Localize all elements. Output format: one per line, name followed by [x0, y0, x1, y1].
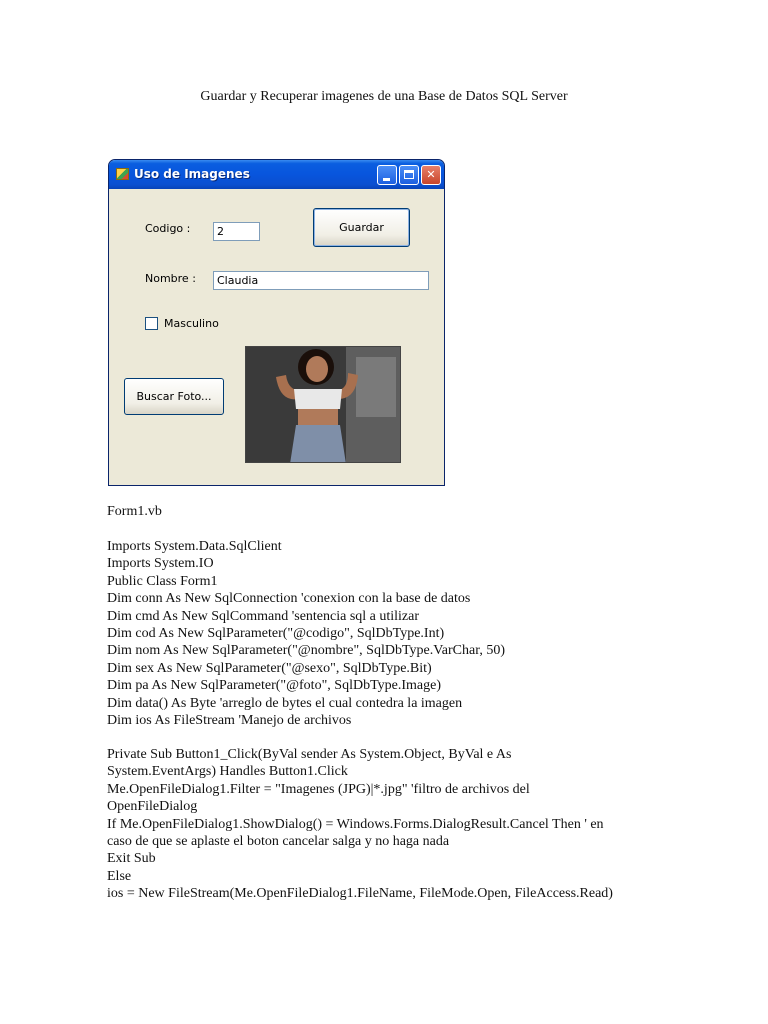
- code-line: Else: [107, 868, 132, 884]
- code-line: Dim sex As New SqlParameter("@sexo", SqlDbType.Bit): [107, 660, 432, 676]
- photo-picturebox: [245, 346, 401, 463]
- masculino-label[interactable]: Masculino: [164, 317, 219, 330]
- code-block-imports: [107, 538, 707, 729]
- code-line: Dim cod As New SqlParameter("@codigo", SqlDbType.Int): [107, 626, 445, 642]
- code-line: Dim conn As New SqlConnection 'conexion con la base de datos: [107, 591, 471, 607]
- code-line: caso de que se aplaste el boton cancelar salga y no haga nada: [107, 834, 450, 850]
- code-line: Dim cmd As New SqlCommand 'sentencia sql a utilizar: [107, 608, 420, 624]
- code-block-button-click: [107, 746, 707, 903]
- maximize-icon: [404, 170, 414, 179]
- nombre-input[interactable]: Claudia: [213, 271, 429, 290]
- code-line: Imports System.IO: [107, 556, 214, 572]
- guardar-button[interactable]: Guardar: [313, 208, 410, 247]
- code-line: If Me.OpenFileDialog1.ShowDialog() = Windows.Forms.DialogResult.Cancel Then ' en: [107, 816, 604, 832]
- document-title: Guardar y Recuperar imagenes de una Base de Datos SQL Server: [200, 89, 568, 104]
- code-line: Exit Sub: [107, 851, 156, 867]
- code-line: Me.OpenFileDialog1.Filter = "Imagenes (JPG)|*.jpg" 'filtro de archivos del: [107, 781, 530, 797]
- app-icon: [116, 168, 129, 180]
- code-line: OpenFileDialog: [107, 799, 198, 815]
- code-line: Dim ios As FileStream 'Manejo de archivos: [107, 713, 352, 729]
- person-photo: [246, 347, 401, 463]
- window-title: Uso de Imagenes: [134, 167, 250, 181]
- code-line: Imports System.Data.SqlClient: [107, 539, 282, 554]
- code-line: Dim pa As New SqlParameter("@foto", SqlDbType.Image): [107, 678, 441, 694]
- nombre-label: Nombre :: [145, 272, 196, 285]
- close-icon: ✕: [426, 168, 436, 181]
- code-line: System.EventArgs) Handles Button1.Click: [107, 764, 348, 780]
- codigo-label: Codigo :: [145, 222, 191, 235]
- code-line: Public Class Form1: [107, 573, 218, 589]
- uso-de-imagenes-window: [108, 159, 445, 486]
- codigo-input[interactable]: 2: [213, 222, 260, 241]
- filename: Form1.vb: [107, 504, 162, 519]
- filename-line: [107, 503, 707, 520]
- code-line: Dim nom As New SqlParameter("@nombre", SqlDbType.VarChar, 50): [107, 643, 505, 659]
- buscar-foto-button[interactable]: Buscar Foto...: [124, 378, 224, 415]
- code-line: Dim data() As Byte 'arreglo de bytes el cual contedra la imagen: [107, 695, 463, 711]
- minimize-icon: [383, 178, 390, 181]
- window-titlebar[interactable]: [109, 160, 444, 189]
- masculino-checkbox[interactable]: [145, 317, 158, 330]
- maximize-button[interactable]: [399, 165, 419, 185]
- close-button[interactable]: [421, 165, 441, 185]
- code-line: Private Sub Button1_Click(ByVal sender As System.Object, ByVal e As: [107, 747, 512, 762]
- minimize-button[interactable]: [377, 165, 397, 185]
- code-line: ios = New FileStream(Me.OpenFileDialog1.FileName, FileMode.Open, FileAccess.Read): [107, 886, 613, 902]
